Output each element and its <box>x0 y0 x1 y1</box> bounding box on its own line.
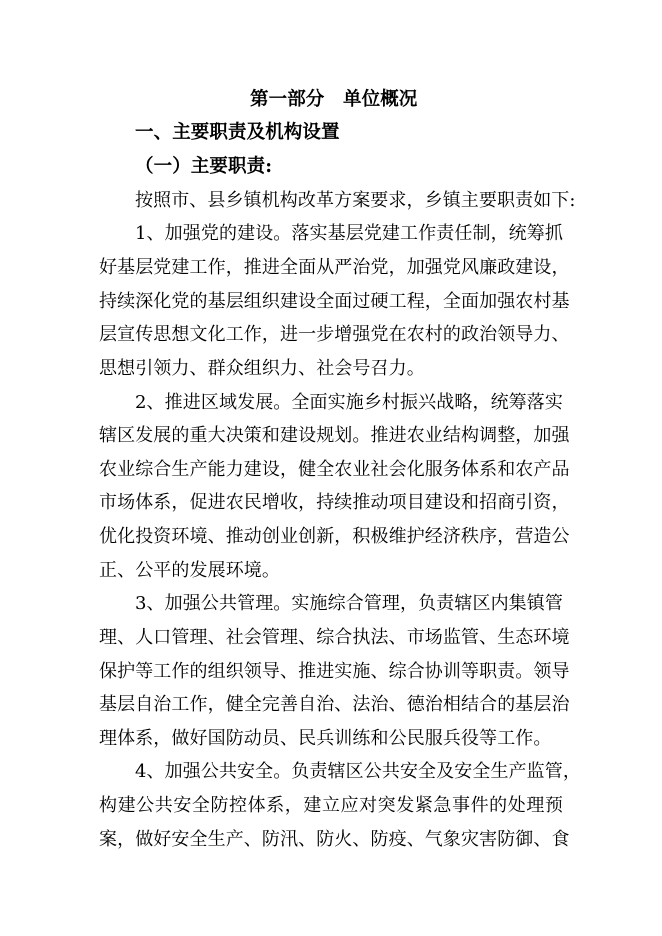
paragraph-line: 2、推进区域发展。全面实施乡村振兴战略，统筹落实 <box>135 392 563 413</box>
paragraph-line: 好基层党建工作，推进全面从严治党，加强党风廉政建设， <box>99 257 570 278</box>
section-heading: 一、主要职责及机构设置 <box>135 122 340 143</box>
paragraph-line: 正、公平的发展环境。 <box>99 560 280 581</box>
page-title: 第一部分 单位概况 <box>250 89 418 110</box>
paragraph-line: 理体系，做好国防动员、民兵训练和公民服兵役等工作。 <box>99 728 552 749</box>
paragraph-line: 构建公共安全防控体系，建立应对突发紧急事件的处理预 <box>99 795 563 816</box>
paragraph-line: 保护等工作的组织领导、推进实施、综合协训等职责。领导 <box>99 661 570 682</box>
paragraph-line: 农业综合生产能力建设，健全农业社会化服务体系和农产品 <box>99 459 570 480</box>
paragraph-line: 市场体系，促进农民增收，持续推动项目建设和招商引资， <box>99 492 570 513</box>
paragraph-line: 案，做好安全生产、防汛、防火、防疫、气象灾害防御、食 <box>99 829 570 850</box>
subsection-heading: （一）主要职责: <box>135 156 273 177</box>
intro-paragraph: 按照市、县乡镇机构改革方案要求，乡镇主要职责如下: <box>135 190 576 211</box>
paragraph-line: 3、加强公共管理。实施综合管理，负责辖区内集镇管 <box>135 593 563 614</box>
paragraph-line: 持续深化党的基层组织建设全面过硬工程，全面加强农村基 <box>99 291 570 312</box>
paragraph-line: 层宣传思想文化工作，进一步增强党在农村的政治领导力、 <box>99 324 570 345</box>
paragraph-line: 辖区发展的重大决策和建设规划。推进农业结构调整，加强 <box>99 425 570 446</box>
paragraph-line: 优化投资环境、推动创业创新，积极维护经济秩序，营造公 <box>99 526 570 547</box>
paragraph-line: 思想引领力、群众组织力、社会号召力。 <box>99 358 425 379</box>
paragraph-line: 1、加强党的建设。落实基层党建工作责任制，统筹抓 <box>135 223 563 244</box>
paragraph-line: 理、人口管理、社会管理、综合执法、市场监管、生态环境 <box>99 627 570 648</box>
paragraph-line: 基层自治工作，健全完善自治、法治、德治相结合的基层治 <box>99 694 570 715</box>
paragraph-line: 4、加强公共安全。负责辖区公共安全及安全生产监管， <box>135 761 581 782</box>
